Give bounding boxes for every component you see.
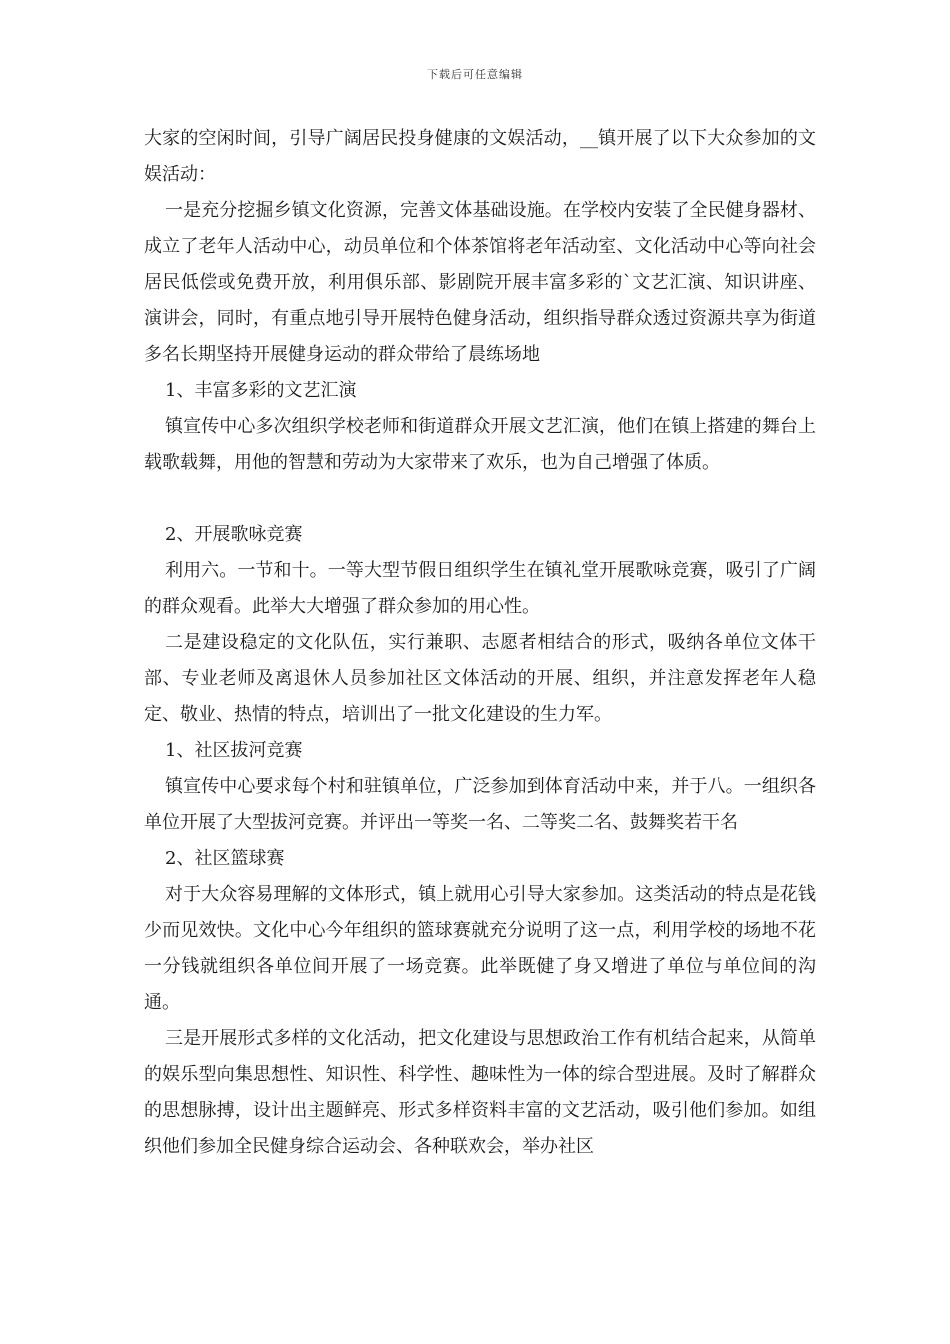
paragraph-intro: 大家的空闲时间，引导广阔居民投身健康的文娱活动，__镇开展了以下大众参加的文娱活动： [144,128,816,185]
subheading-singing-contest: 2、开展歌咏竞赛 [165,524,303,545]
paragraph-tug-of-war: 镇宣传中心要求每个村和驻镇单位，广泛参加到体育活动中来，并于八。一组织各单位开展了大型拔河竞赛。并评出一等奖一名、二等奖二名、鼓舞奖若干名 [144,776,816,833]
paragraph-singing-contest: 利用六。一节和十。一等大型节假日组织学生在镇礼堂开展歌咏竞赛，吸引了广阔的群众观看。此举大大增强了群众参加的用心性。 [144,560,816,617]
page-header-watermark: 下载后可任意编辑 [427,68,523,81]
paragraph-section-three: 三是开展形式多样的文化活动，把文化建设与思想政治工作有机结合起来，从简单的娱乐型向集思想性、知识性、科学性、趣味性为一体的综合型进展。及时了解群众的思想脉搏，设计出主题鲜亮、形式多样资料丰富的文艺活动，吸引他们参加。如组织他们参加全民健身综合运动会、各种联欢会，举办社区 [144,1028,816,1157]
subheading-basketball: 2、社区篮球赛 [165,848,285,869]
document-body [144,121,816,1165]
paragraph-section-two: 二是建设稳定的文化队伍，实行兼职、志愿者相结合的形式，吸纳各单位文体干部、专业老师及离退休人员参加社区文体活动的开展、组织，并注意发挥老年人稳定、敬业、热情的特点，培训出了一批文化建设的生力军。 [144,632,816,725]
subheading-art-performance: 1、丰富多彩的文艺汇演 [165,380,357,401]
paragraph-basketball: 对于大众容易理解的文体形式，镇上就用心引导大家参加。这类活动的特点是花钱少而见效快。文化中心今年组织的篮球赛就充分说明了这一点，利用学校的场地不花一分钱就组织各单位间开展了一场竞赛。此举既健了身又增进了单位与单位间的沟通。 [144,884,816,1013]
subheading-tug-of-war: 1、社区拔河竞赛 [165,740,303,761]
blank-line [144,481,816,517]
paragraph-art-performance: 镇宣传中心多次组织学校老师和街道群众开展文艺汇演，他们在镇上搭建的舞台上载歌载舞，用他的智慧和劳动为大家带来了欢乐，也为自己增强了体质。 [144,416,816,473]
paragraph-section-one: 一是充分挖掘乡镇文化资源，完善文体基础设施。在学校内安装了全民健身器材、成立了老年人活动中心，动员单位和个体茶馆将老年活动室、文化活动中心等向社会居民低偿或免费开放，利用俱乐部、影剧院开展丰富多彩的`文艺汇演、知识讲座、演讲会，同时，有重点地引导开展特色健身活动，组织指导群众透过资源共享为街道多名长期坚持开展健身运动的群众带给了晨练场地 [144,200,816,365]
